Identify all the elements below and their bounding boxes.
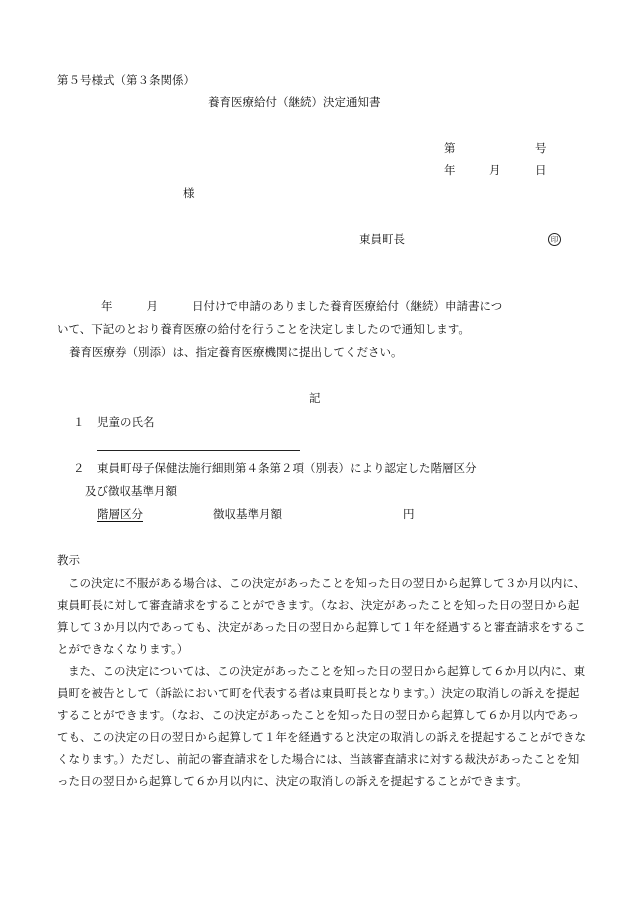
seal-mark: 印 <box>548 233 561 246</box>
recipient-honorific: 様 <box>183 186 195 200</box>
instruction-paragraph-2: また、この決定については、この決定があったことを知った日の翌日から起算して６か月以内に、東員町を被告として（訴訟において町を代表する者は東員町長となります。）決定の取消しの訴えを提起することができます。（なお、この決定があったことを知った日の翌日から起算して６か月以内であっても、この決定の日の翌日から起算して１年を経過すると決定の取消しの訴えを提起することができなくなります。）ただし、前記の審査請求をした場合には、当該審査請求に対する裁決があったことを知った日の翌日から起算して６か月以内に、決定の取消しの訴えを提起することができます。 <box>57 664 586 788</box>
item-2-number: ２ <box>73 461 85 475</box>
body-line-2: いて、下記のとおり養育医療の給付を行うことを決定しましたので通知します。 <box>57 322 470 336</box>
item-1-label: 児童の氏名 <box>97 415 155 429</box>
item-2-line-1: 東員町母子保健法施行細則第４条第２項（別表）により認定した階層区分 <box>97 461 477 475</box>
child-name-line <box>97 450 300 451</box>
form-number: 第５号様式（第３条関係） <box>57 73 195 87</box>
tier-fee-row <box>97 506 415 522</box>
body-month: 月 <box>146 299 158 313</box>
sender-name: 東員町長 <box>359 232 405 246</box>
instruction-heading: 教示 <box>57 553 80 567</box>
item-1-number: １ <box>73 415 85 429</box>
document-title: 養育医療給付（継続）決定通知書 <box>208 95 381 109</box>
body-year: 年 <box>101 299 113 313</box>
fee-yen: 円 <box>403 507 415 521</box>
body-line-1 <box>57 298 502 314</box>
issue-year: 年 <box>444 163 456 177</box>
item-2-line-2: 及び徴収基準月額 <box>85 484 177 498</box>
body-text-1: 日付けで申請のありました養育医療給付（継続）申請書につ <box>192 299 503 313</box>
tier-label: 階層区分 <box>97 507 143 521</box>
issue-month: 月 <box>489 163 501 177</box>
fee-label: 徴収基準月額 <box>213 507 282 521</box>
instruction-paragraph-1: この決定に不服がある場合は、この決定があったことを知った日の翌日から起算して３か月以内に、東員町長に対して審査請求をすることができます。（なお、決定があったことを知った日の翌日から起算して３か月以内であっても、決定があった日の翌日から起算して１年を経過すると審査請求をすることができなくなります。） <box>57 576 586 656</box>
issue-day: 日 <box>535 163 547 177</box>
issue-number-prefix: 第 <box>444 141 456 155</box>
notes-heading: 記 <box>309 391 321 405</box>
body-paragraph-2: 養育医療券（別添）は、指定養育医療機関に提出してください。 <box>69 345 403 359</box>
issue-number-suffix: 号 <box>535 141 547 155</box>
